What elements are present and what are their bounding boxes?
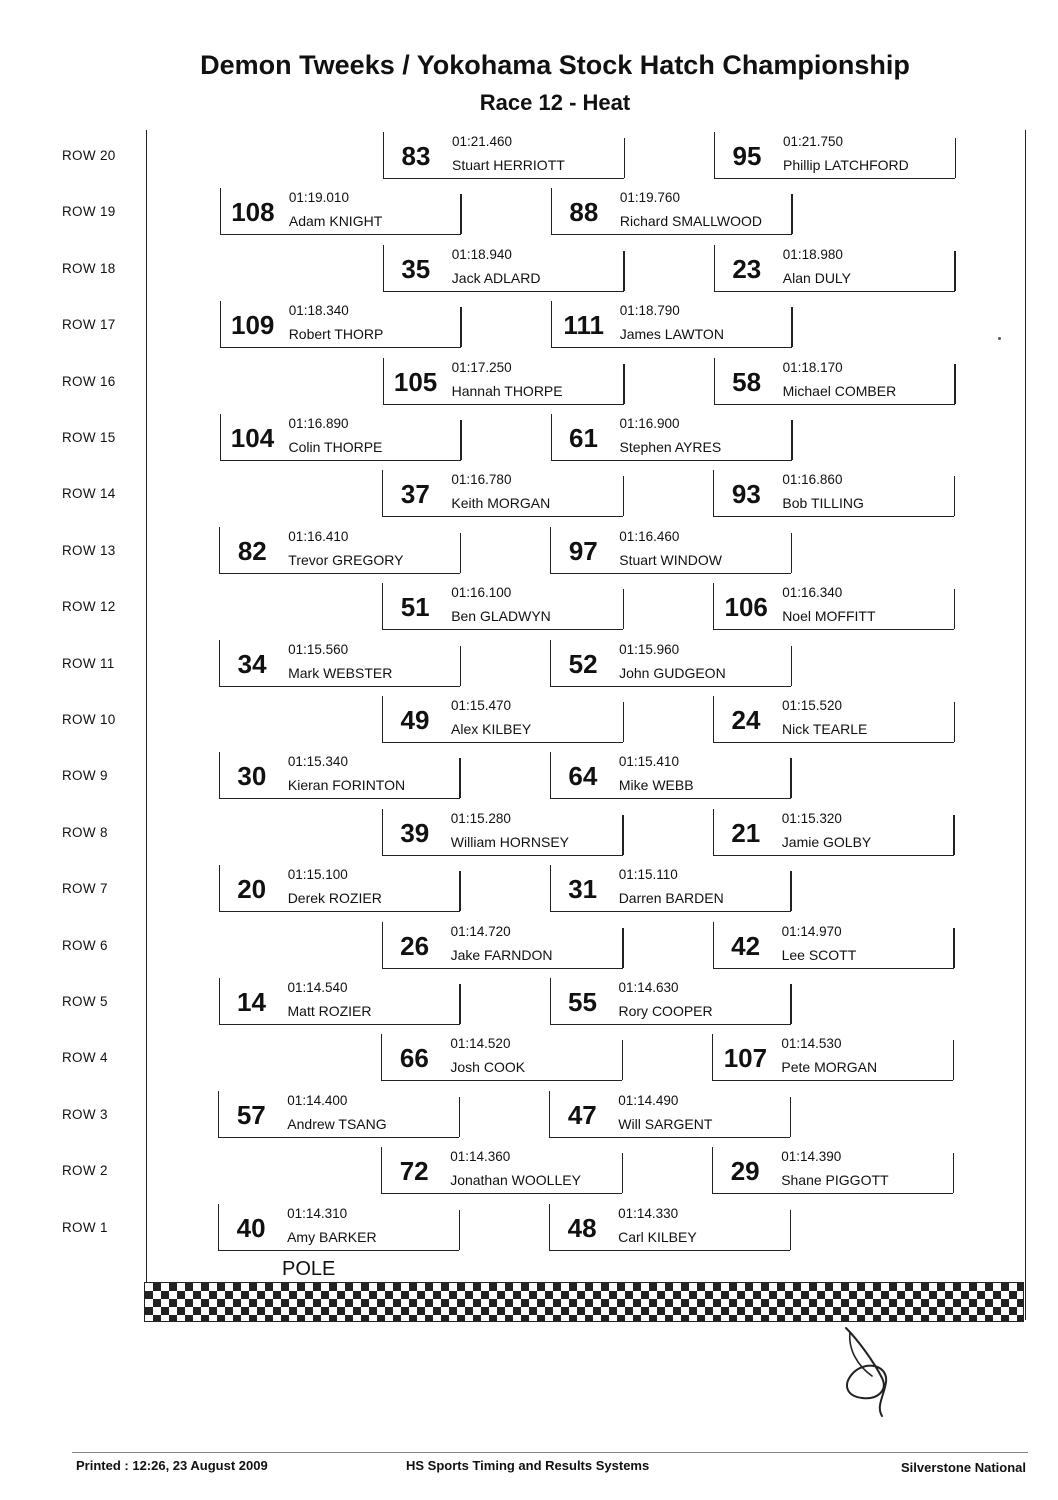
grid-slot (714, 245, 955, 292)
row-label: ROW 16 (62, 373, 116, 389)
grid-right-border (1025, 130, 1026, 1320)
lap-time: 01:18.340 (288, 303, 349, 319)
car-number: 31 (568, 874, 598, 905)
chequered-flag-strip (144, 1282, 1024, 1322)
grid-slot (713, 583, 954, 630)
driver-name: Mark WEBSTER (288, 664, 393, 681)
car-number: 88 (569, 197, 599, 228)
car-number: 107 (723, 1043, 768, 1074)
grid-slot (220, 301, 461, 348)
driver-name: William HORNSEY (450, 833, 570, 850)
pole-label: POLE (282, 1258, 336, 1280)
car-number: 40 (236, 1212, 266, 1243)
lap-time: 01:18.940 (451, 246, 512, 262)
grid-slot (219, 978, 460, 1025)
grid-slot (551, 188, 792, 235)
row-label: ROW 3 (62, 1106, 108, 1122)
printed-timestamp: Printed : 12:26, 23 August 2009 (76, 1458, 268, 1473)
grid-slot (219, 865, 460, 912)
grid-slot (219, 527, 460, 574)
driver-name: Pete MORGAN (781, 1059, 878, 1076)
driver-name: Hannah THORPE (451, 382, 563, 399)
footer-rule (72, 1452, 1028, 1453)
driver-name: Jonathan WOOLLEY (450, 1172, 581, 1189)
driver-name: Rory COOPER (618, 1003, 713, 1019)
lap-time: 01:14.540 (287, 980, 348, 995)
lap-time: 01:16.900 (619, 416, 680, 431)
lap-time: 01:15.320 (781, 810, 842, 826)
driver-name: Bob TILLING (782, 495, 864, 512)
car-number: 42 (731, 930, 761, 961)
lap-time: 01:15.560 (288, 641, 349, 657)
car-number: 35 (401, 253, 431, 284)
row-label: ROW 6 (62, 937, 108, 953)
lap-time: 01:16.890 (288, 416, 349, 431)
row-label: ROW 11 (62, 655, 115, 671)
row-label: ROW 9 (62, 768, 108, 784)
grid-slot (714, 358, 955, 405)
grid-slot (219, 752, 460, 799)
grid-slot (219, 640, 460, 687)
race-subtitle: Race 12 - Heat (479, 90, 631, 115)
lap-time: 01:17.250 (451, 359, 512, 375)
page-title: Demon Tweeks / Yokohama Stock Hatch Championship (200, 50, 910, 80)
grid-slot (550, 978, 791, 1025)
row-label: ROW 8 (62, 824, 108, 840)
signature-mark (828, 1326, 908, 1418)
car-number: 108 (231, 197, 275, 228)
row-label: ROW 7 (62, 881, 108, 897)
row-label: ROW 5 (62, 994, 108, 1009)
car-number: 82 (237, 535, 267, 566)
car-number: 26 (400, 930, 430, 961)
grid-slot (550, 865, 791, 912)
car-number: 111 (563, 310, 604, 341)
lap-time: 01:16.100 (451, 585, 512, 601)
grid-slot (713, 470, 954, 517)
lap-time: 01:14.330 (618, 1205, 679, 1221)
car-number: 20 (237, 874, 267, 905)
driver-name: Nick TEARLE (782, 721, 868, 737)
car-number: 83 (401, 141, 431, 171)
driver-name: Carl KILBEY (618, 1228, 697, 1245)
lap-time: 01:15.280 (450, 810, 511, 826)
lap-time: 01:16.860 (782, 472, 843, 488)
grid-slot (550, 640, 791, 687)
driver-name: Ben GLADWYN (451, 608, 551, 625)
car-number: 58 (732, 366, 762, 397)
driver-name: Shane PIGGOTT (781, 1172, 889, 1189)
row-label: ROW 20 (62, 148, 116, 163)
car-number: 21 (731, 817, 761, 848)
driver-name: Jake FARNDON (450, 946, 553, 963)
lap-time: 01:14.360 (450, 1149, 511, 1165)
lap-time: 01:16.410 (288, 528, 349, 544)
car-number: 37 (400, 479, 430, 510)
lap-time: 01:15.410 (618, 754, 679, 770)
driver-name: John GUDGEON (619, 664, 726, 681)
lap-time: 01:18.170 (782, 359, 843, 375)
driver-name: Andrew TSANG (287, 1115, 387, 1132)
row-label: ROW 10 (62, 712, 116, 727)
row-label: ROW 2 (62, 1163, 108, 1179)
driver-name: Trevor GREGORY (288, 551, 404, 568)
grid-slot (382, 583, 623, 630)
car-number: 106 (724, 592, 768, 623)
car-number: 61 (569, 423, 598, 453)
driver-name: Derek ROZIER (287, 890, 382, 907)
driver-name: Alan DULY (782, 269, 852, 286)
driver-name: Stuart WINDOW (619, 551, 722, 568)
driver-name: Michael COMBER (782, 382, 897, 399)
grid-slot (220, 188, 461, 235)
car-number: 39 (400, 817, 430, 848)
driver-name: Colin THORPE (288, 439, 383, 455)
car-number: 95 (732, 141, 762, 171)
grid-slot (382, 696, 623, 743)
driver-name: Matt ROZIER (287, 1003, 372, 1019)
driver-name: Stuart HERRIOTT (452, 157, 565, 173)
grid-slot (383, 132, 624, 179)
grid-slot (549, 1204, 790, 1251)
car-number: 57 (236, 1099, 266, 1130)
lap-time: 01:18.790 (619, 303, 680, 319)
driver-name: Amy BARKER (287, 1228, 377, 1245)
lap-time: 01:18.980 (782, 246, 843, 262)
timing-system-name: HS Sports Timing and Results Systems (406, 1458, 650, 1473)
driver-name: Jack ADLARD (451, 269, 541, 286)
row-label: ROW 13 (62, 542, 116, 558)
grid-slot (551, 414, 792, 461)
driver-name: Adam KNIGHT (288, 213, 383, 230)
grid-slot (713, 809, 954, 856)
driver-name: Jamie GOLBY (781, 833, 872, 850)
lap-time: 01:14.530 (781, 1036, 842, 1052)
row-label: ROW 1 (62, 1219, 108, 1235)
car-number: 52 (568, 648, 598, 679)
driver-name: Noel MOFFITT (782, 608, 876, 625)
car-number: 72 (399, 1156, 429, 1187)
lap-time: 01:14.970 (781, 923, 842, 939)
grid-slot (549, 1091, 790, 1138)
lap-time: 01:14.310 (287, 1205, 348, 1221)
car-number: 34 (237, 648, 267, 679)
venue-name: Silverstone National (901, 1460, 1026, 1475)
car-number: 104 (230, 423, 275, 453)
row-label: ROW 12 (62, 599, 116, 615)
car-number: 24 (731, 705, 761, 735)
grid-slot (220, 414, 461, 461)
grid-slot (551, 301, 792, 348)
car-number: 109 (230, 310, 275, 341)
driver-name: James LAWTON (619, 326, 724, 343)
car-number: 47 (567, 1099, 597, 1130)
lap-time: 01:15.110 (618, 867, 678, 883)
driver-name: Richard SMALLWOOD (619, 213, 762, 230)
car-number: 51 (400, 592, 430, 623)
grid-slot (383, 245, 624, 292)
driver-name: Kieran FORINTON (287, 777, 406, 794)
grid-slot (381, 1034, 622, 1081)
car-number: 93 (731, 479, 761, 510)
lap-time: 01:16.780 (451, 472, 512, 488)
lap-time: 01:19.010 (288, 190, 349, 206)
lap-time: 01:14.490 (618, 1092, 679, 1108)
row-label: ROW 15 (62, 430, 116, 445)
grid-slot (713, 696, 954, 743)
lap-time: 01:15.960 (619, 641, 680, 657)
driver-name: Keith MORGAN (451, 495, 551, 512)
row-label: ROW 4 (62, 1050, 108, 1066)
grid-slot (712, 1034, 953, 1081)
lap-time: 01:21.750 (783, 134, 844, 149)
driver-name: Phillip LATCHFORD (783, 157, 909, 173)
car-number: 14 (237, 987, 266, 1017)
grid-slot (218, 1091, 459, 1138)
row-label: ROW 18 (62, 260, 116, 276)
lap-time: 01:14.520 (450, 1036, 511, 1052)
lap-time: 01:14.390 (781, 1149, 842, 1165)
grid-slot (383, 358, 624, 405)
driver-name: Will SARGENT (618, 1115, 713, 1132)
driver-name: Stephen AYRES (619, 439, 722, 455)
grid-slot (712, 1147, 953, 1194)
grid-slot (218, 1204, 459, 1251)
car-number: 105 (393, 366, 438, 397)
scan-speck (998, 337, 1001, 340)
car-number: 49 (400, 705, 430, 735)
lap-time: 01:15.470 (451, 698, 512, 713)
grid-slot (381, 1147, 622, 1194)
row-label: ROW 14 (62, 486, 116, 502)
driver-name: Alex KILBEY (451, 721, 532, 737)
lap-time: 01:16.460 (619, 528, 680, 544)
row-label: ROW 19 (62, 204, 116, 220)
grid-slot (382, 470, 623, 517)
grid-slot (714, 132, 955, 179)
driver-name: Darren BARDEN (618, 890, 724, 907)
lap-time: 01:15.340 (287, 754, 348, 770)
driver-name: Josh COOK (450, 1059, 526, 1076)
car-number: 97 (568, 535, 598, 566)
row-label: ROW 17 (62, 317, 116, 333)
lap-time: 01:16.340 (782, 585, 843, 601)
lap-time: 01:14.720 (450, 923, 511, 939)
driver-name: Mike WEBB (618, 777, 694, 794)
lap-time: 01:14.630 (618, 980, 679, 995)
driver-name: Lee SCOTT (781, 946, 857, 963)
grid-slot (713, 922, 954, 969)
car-number: 30 (237, 761, 267, 792)
lap-time: 01:19.760 (619, 190, 680, 206)
lap-time: 01:14.400 (287, 1092, 348, 1108)
car-number: 48 (567, 1212, 597, 1243)
car-number: 55 (568, 987, 597, 1017)
car-number: 66 (399, 1043, 429, 1074)
driver-name: Robert THORP (288, 326, 384, 343)
lap-time: 01:15.520 (782, 698, 843, 713)
grid-slot (382, 809, 623, 856)
car-number: 64 (568, 761, 598, 792)
lap-time: 01:15.100 (287, 867, 348, 883)
grid-slot (382, 922, 623, 969)
car-number: 29 (730, 1156, 760, 1187)
lap-time: 01:21.460 (452, 134, 513, 149)
car-number: 23 (732, 253, 762, 284)
grid-slot (550, 527, 791, 574)
grid-slot (550, 752, 791, 799)
